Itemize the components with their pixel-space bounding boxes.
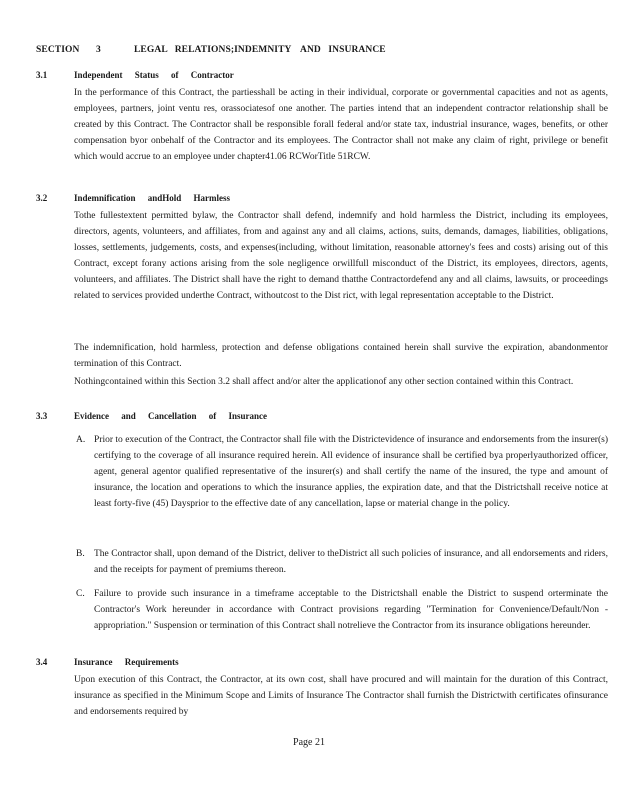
section-number: 3	[96, 45, 101, 55]
section-title-3-3: Evidence and Cancellation of Insurance	[74, 411, 268, 421]
section-title-3-4: Insurance Requirements	[74, 657, 179, 667]
section-title: LEGAL RELATIONS;INDEMNITY	[134, 45, 292, 55]
list-text-a: Prior to execution of the Contract, the Contractor shall file with the Districtevidence of insurance and endorsements from the insurer(s) certifying to the coverage of all insurance required herein. All evidence of insurance shall be certified bya properlyauthorized officer, agent, general agentor qualified representative of the insurer(s) and shall certify the name of the insured, the type and amount of insurance, the location and operations to which the insurance applies, the expiration date, and that the Districtshall receive notice at least forty-five (45) Daysprior to the effective date of any cancellation, lapse or material change in the policy.	[94, 435, 608, 509]
list-letter-a: A.	[76, 435, 86, 445]
section-title-continued: AND INSURANCE	[300, 45, 386, 55]
paragraph-3-2-c: Nothingcontained within this Section 3.2 shall affect and/or alter the applicationof any other section contained within this Contract.	[74, 377, 574, 387]
page-number: Page 21	[293, 737, 325, 748]
paragraph-3-2-a: Tothe fullestextent permitted bylaw, the Contractor shall defend, indemnify and hold harmless the District, including its employees, directors, agents, volunteers, and affiliates, from and against any and all claims, actions, suits, demands, damages, liabilities, obligations, losses, settlements, judgements, costs, and expenses(including, without limitation, reasonable attorney's fees and costs) arising out of this Contract, except forany actions arising from the sole negligence orwillfull misconduct of the District, its employees, directors, agents, volunteers, and affiliates. The District shall have the right to demand thatthe Contractordefend any and all claims, lawsuits, or proceedings related to services provided underthe Contract, withoutcost to the Dist rict, with legal representation acceptable to the District.	[74, 211, 608, 301]
section-number-3-3: 3.3	[36, 411, 48, 421]
section-title-3-1: Independent Status of Contractor	[74, 70, 234, 80]
section-label: SECTION	[36, 45, 80, 55]
paragraph-3-1-a: In the performance of this Contract, the partiesshall be acting in their individual, corporate or governmental capacities and not as agents, employees, partners, joint ventu res, orassociatesof one another. The parties intend that an independent contractor relationship shall be created by this Contract. The Contractor shall be responsible forall federal and/or state tax, industrial insurance, wages, benefits, or other compensation byor onbehalf of the Contractor and its employees. The Contractor shall not make any claim of right, privilege or benefit which would accrue to an employee under chapter41.06 RCWorTitle 51RCW.	[74, 88, 608, 162]
section-number-3-1: 3.1	[36, 70, 48, 80]
section-number-3-2: 3.2	[36, 193, 48, 203]
list-text-c: Failure to provide such insurance in a timeframe acceptable to the Districtshall enable the District to suspend orterminate the Contractor's Work hereunder in accordance with Contract provisions regarding "Termination for Convenience/Default/Non -appropriation." Suspension or termination of this Contract shall notrelieve the Contractor from its insurance obligations hereunder.	[94, 589, 608, 631]
list-letter-c: C.	[76, 589, 85, 599]
list-text-b: The Contractor shall, upon demand of the District, deliver to theDistrict all such policies of insurance, and all endorsements and riders, and the receipts for payment of premiums thereon.	[94, 549, 608, 575]
section-title-3-2: Indemnification andHold Harmless	[74, 193, 231, 203]
list-letter-b: B.	[76, 549, 85, 559]
paragraph-3-2-b: The indemnification, hold harmless, protection and defense obligations contained herein shall survive the expiration, abandonmentor termination of this Contract.	[74, 343, 608, 369]
section-heading	[36, 42, 386, 58]
section-number-3-4: 3.4	[36, 657, 48, 667]
paragraph-3-4-a: Upon execution of this Contract, the Contractor, at its own cost, shall have procured and will maintain for the duration of this Contract, insurance as specified in the Minimum Scope and Limits of Insurance The Contractor shall furnish the Districtwith certificates ofinsurance and endorsements required by	[74, 675, 608, 717]
